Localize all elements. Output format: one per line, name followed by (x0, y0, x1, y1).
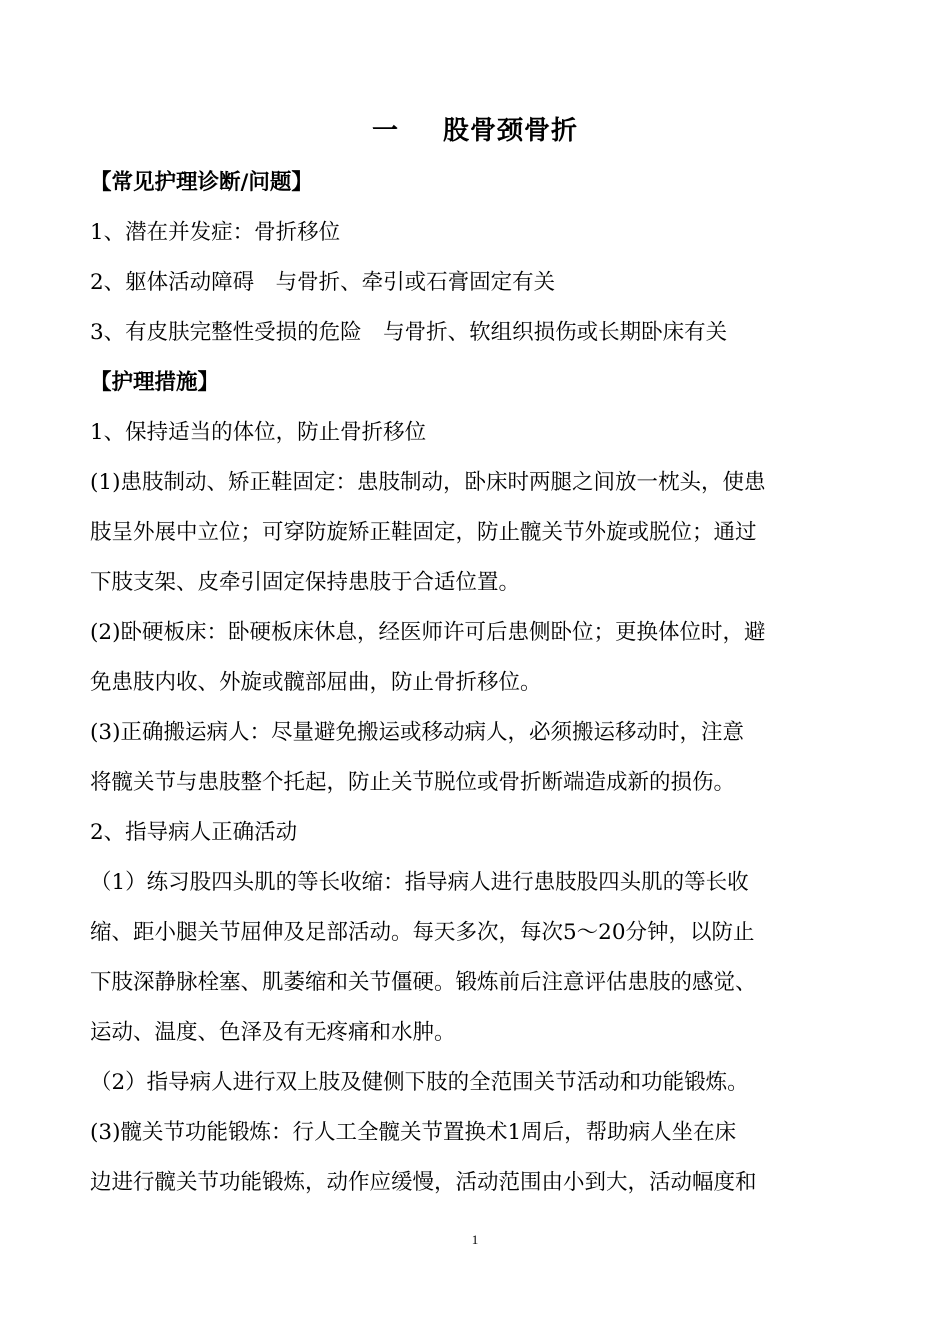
text-line: 运动、温度、色泽及有无疼痛和水肿。 (90, 1020, 456, 1045)
page-title (0, 110, 950, 147)
text-line: (3)髋关节功能锻炼：行人工全髋关节置换术1周后，帮助病人坐在床 (90, 1120, 737, 1145)
title-text: 股骨颈骨折 (443, 116, 579, 146)
text-line: 1、保持适当的体位，防止骨折移位 (90, 420, 427, 445)
document-body (90, 158, 862, 1208)
text-line: 免患肢内收、外旋或髋部屈曲，防止骨折移位。 (90, 670, 542, 695)
section-heading: 【护理措施】 (90, 370, 220, 395)
text-line: 2、指导病人正确活动 (90, 820, 298, 845)
text-line: 1、潜在并发症：骨折移位 (90, 220, 341, 245)
text-line: 将髋关节与患肢整个托起，防止关节脱位或骨折断端造成新的损伤。 (90, 770, 736, 795)
text-line: （1）练习股四头肌的等长收缩：指导病人进行患肢股四头肌的等长收 (90, 870, 749, 895)
text-line: (3)正确搬运病人：尽量避免搬运或移动病人，必须搬运移动时，注意 (90, 720, 744, 745)
text-line: 边进行髋关节功能锻炼，动作应缓慢，活动范围由小到大，活动幅度和 (90, 1170, 757, 1195)
text-line: 缩、距小腿关节屈伸及足部活动。每天多次，每次5～20分钟，以防止 (90, 920, 755, 945)
text-line: (1)患肢制动、矫正鞋固定：患肢制动，卧床时两腿之间放一枕头，使患 (90, 470, 766, 495)
text-line: 3、有皮肤完整性受损的危险 与骨折、软组织损伤或长期卧床有关 (90, 320, 728, 345)
title-number: 一 (371, 116, 399, 146)
text-line: 下肢支架、皮牵引固定保持患肢于合适位置。 (90, 570, 521, 595)
page-number: 1 (471, 1232, 479, 1247)
section-heading: 【常见护理诊断/问题】 (90, 170, 313, 195)
text-line: 肢呈外展中立位；可穿防旋矫正鞋固定，防止髋关节外旋或脱位；通过 (90, 520, 757, 545)
text-line: （2）指导病人进行双上肢及健侧下肢的全范围关节活动和功能锻炼。 (90, 1070, 749, 1095)
text-line: (2)卧硬板床：卧硬板床休息，经医师许可后患侧卧位；更换体位时，避 (90, 620, 766, 645)
text-line: 2、躯体活动障碍 与骨折、牵引或石膏固定有关 (90, 270, 556, 295)
text-line: 下肢深静脉栓塞、肌萎缩和关节僵硬。锻炼前后注意评估患肢的感觉、 (90, 970, 757, 995)
